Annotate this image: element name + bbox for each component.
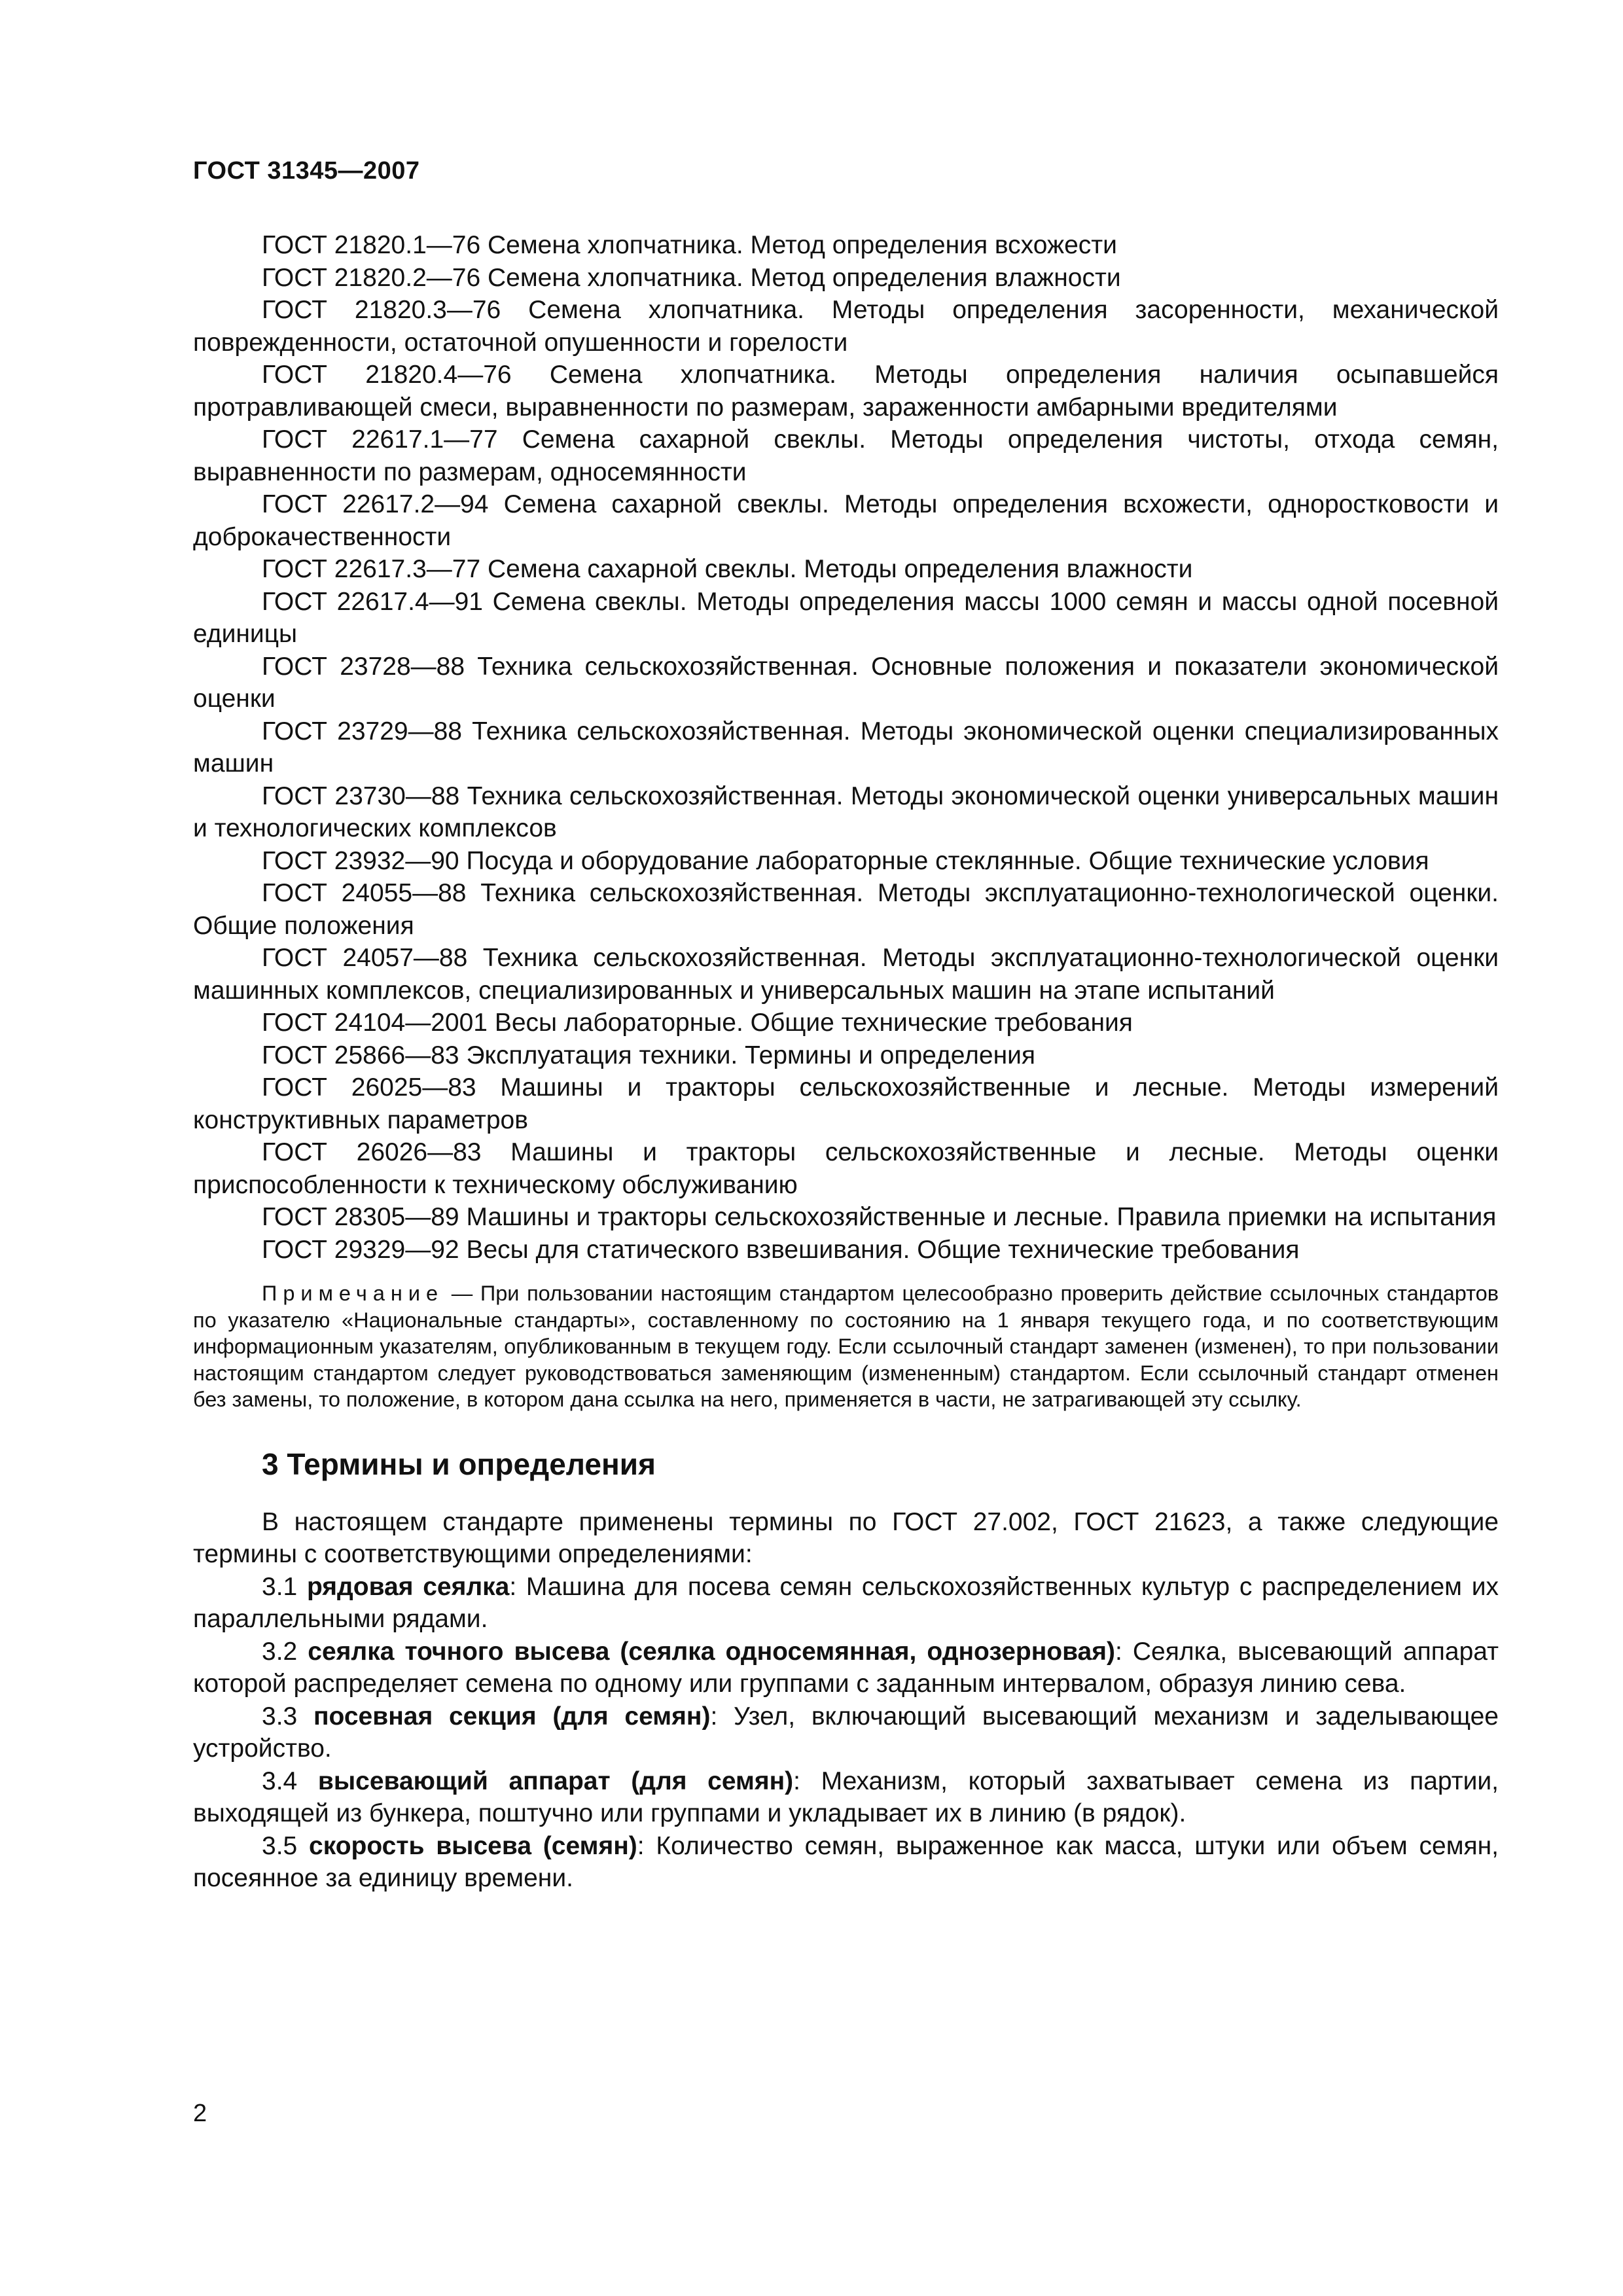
term-definition [193,1571,1499,1636]
reference-item: ГОСТ 21820.1—76 Семена хлопчатника. Метод определения всхожести [262,231,1117,259]
reference-item: ГОСТ 24055—88 Техника сельскохозяйственная. Методы эксплуатационно-технологической оценки. Общие положения [193,879,1499,940]
reference-item: ГОСТ 22617.2—94 Семена сахарной свеклы. Методы определения всхожести, одноростковости и доброкачественности [193,490,1499,551]
term-definition [193,1765,1499,1830]
term-definition [193,1700,1499,1765]
reference-item: ГОСТ 26025—83 Машины и тракторы сельскохозяйственные и лесные. Методы измерений конструктивных параметров [193,1073,1499,1134]
term-text: : Сеялка, высевающий аппарат которой распределяет семена по одному или группами с заданным интервалом, образуя линию сева. [193,1637,1499,1698]
document-body [193,229,1499,1895]
term-name: посевная секция (для семян) [313,1702,711,1731]
term-number: 3.4 [262,1767,318,1795]
reference-item: ГОСТ 21820.2—76 Семена хлопчатника. Метод определения влажности [262,263,1121,292]
reference-item: ГОСТ 23729—88 Техника сельскохозяйственная. Методы экономической оценки специализированных машин [193,717,1499,778]
term-number: 3.2 [262,1637,308,1666]
reference-item: ГОСТ 22617.1—77 Семена сахарной свеклы. Методы определения чистоты, отхода семян, выравненности по размерам, односемянности [193,425,1499,486]
reference-item: ГОСТ 23730—88 Техника сельскохозяйственная. Методы экономической оценки универсальных машин и технологических комплексов [193,781,1499,842]
reference-item: ГОСТ 29329—92 Весы для статического взвешивания. Общие технические требования [262,1235,1300,1264]
reference-item: ГОСТ 21820.4—76 Семена хлопчатника. Методы определения наличия осыпавшейся протравливающей смеси, выравненности по размерам, зараженности амбарными вредителями [193,361,1499,422]
reference-item: ГОСТ 23728—88 Техника сельскохозяйственная. Основные положения и показатели экономической оценки [193,652,1499,713]
term-number: 3.1 [262,1572,307,1601]
term-name: рядовая сеялка [306,1572,510,1601]
term-name: высевающий аппарат (для семян) [317,1767,794,1795]
term-name: скорость высева (семян) [309,1831,637,1860]
term-text: : Узел, включающий высевающий механизм и заделывающее устройство. [193,1702,1499,1763]
reference-item: ГОСТ 22617.3—77 Семена сахарной свеклы. Методы определения влажности [262,555,1193,583]
reference-item: ГОСТ 24104—2001 Весы лабораторные. Общие технические требования [262,1009,1133,1037]
term-name: сеялка точного высева (сеялка односемянная, однозерновая) [308,1637,1115,1666]
term-definition [193,1830,1499,1895]
section-heading: 3 Термины и определения [262,1446,656,1481]
reference-item: ГОСТ 25866—83 Эксплуатация техники. Термины и определения [262,1041,1036,1069]
term-number: 3.5 [262,1831,309,1860]
section-intro: В настоящем стандарте применены термины по ГОСТ 27.002, ГОСТ 21623, а также следующие термины с соответствующими определениями: [193,1507,1499,1568]
reference-item: ГОСТ 24057—88 Техника сельскохозяйственная. Методы эксплуатационно-технологической оценки машинных комплексов, специализированных и универсальных машин на этапе испытаний [193,944,1499,1005]
term-text: : Машина для посева семян сельскохозяйственных культур с распределением их параллельными рядами. [193,1572,1499,1633]
term-definition [193,1636,1499,1700]
reference-item: ГОСТ 21820.3—76 Семена хлопчатника. Методы определения засоренности, механической поврежденности, остаточной опушенности и горелости [193,296,1499,357]
note-paragraph [193,1280,1499,1413]
document-header: ГОСТ 31345—2007 [193,157,420,185]
reference-item: ГОСТ 26026—83 Машины и тракторы сельскохозяйственные и лесные. Методы оценки приспособленности к техническому обслуживанию [193,1138,1499,1199]
reference-item: ГОСТ 22617.4—91 Семена свеклы. Методы определения массы 1000 семян и массы одной посевной единицы [193,587,1499,648]
term-text: : Количество семян, выраженное как масса, штуки или объем семян, посеянное за единицу времени. [193,1831,1499,1892]
page-number: 2 [193,2100,207,2127]
reference-item: ГОСТ 23932—90 Посуда и оборудование лабораторные стеклянные. Общие технические условия [262,846,1429,875]
note-label: Примечание [262,1282,444,1305]
term-text: : Механизм, который захватывает семена из партии, выходящей из бункера, поштучно или группами и укладывает их в линию (в рядок). [193,1767,1499,1827]
references-list [193,229,1499,1266]
reference-item: ГОСТ 28305—89 Машины и тракторы сельскохозяйственные и лесные. Правила приемки на испытания [262,1203,1497,1231]
note-text: — При пользовании настоящим стандартом целесообразно проверить действие ссылочных стандартов по указателю «Национальные стандарты», составленному по состоянию на 1 января текущего года, и по соответствующим информационным указателям, опубликованным в текущем году. Если ссылочный стандарт заменен (изменен), то при пользовании настоящим стандартом следует руководствоваться заменяющим (измененным) стандартом. Если ссылочный стандарт отменен без замены, то положение, в котором дана ссылка на него, применяется в части, не затрагивающей эту ссылку. [193,1282,1499,1411]
term-number: 3.3 [262,1702,313,1731]
